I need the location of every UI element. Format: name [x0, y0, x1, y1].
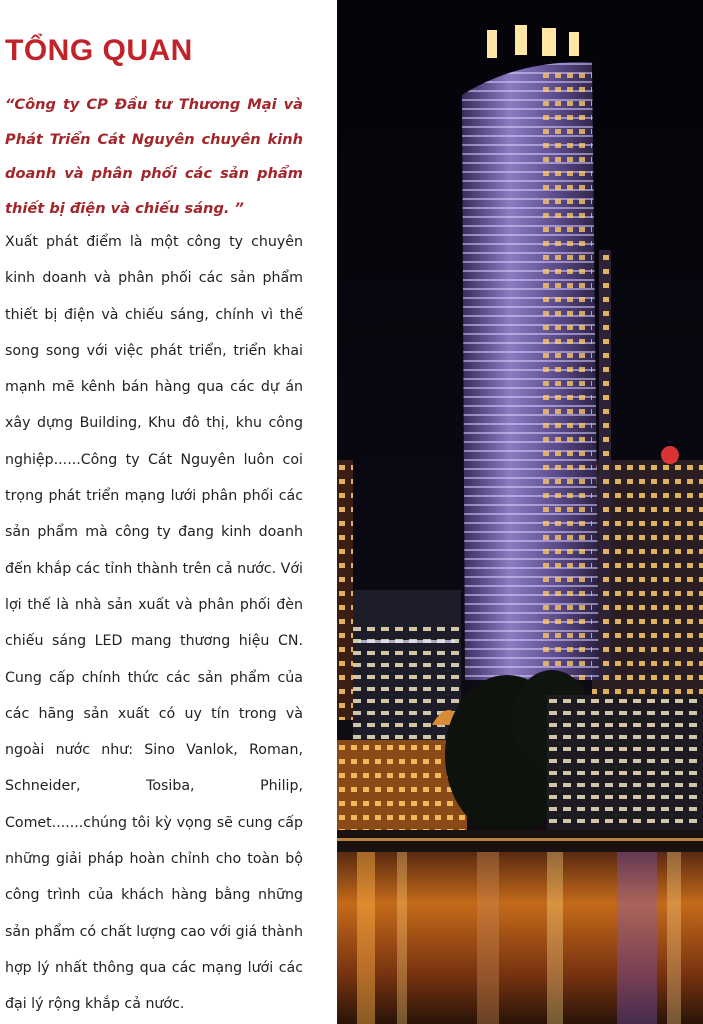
skyline-illustration — [337, 0, 703, 1024]
body-paragraph: Xuất phát điểm là một công ty chuyên kinh doanh và phân phối các sản phẩm thiết bị điện và chiếu sáng, chính vì thế song song với việc phát triển, triển khai mạnh mẽ kênh bán hàng qua các dự án xây dựng Building, Khu đô thị, khu công nghiệp......Công ty Cát Nguyên luôn coi trọng phát triển mạng lưới phân phối các sản phẩm mà công ty đang kinh doanh đến khắp các tỉnh thành trên cả nước. Với lợi thế là nhà sản xuất và phân phối đèn chiếu sáng LED mang thương hiệu CN. Cung cấp chính thức các sản phẩm của các hãng sản xuất có uy tín trong và ngoài nước như: Sino Vanlok, Roman, Schneider, Tosiba, Philip, Comet.......chúng tôi kỳ vọng sẽ cung cấp những giải pháp hoàn chỉnh cho toàn bộ công trình của khách hàng bằng những sản phẩm có chất lượng cao với giá thành hợp lý nhất thông qua các mạng lưới các đại lý rộng khắp cả nước. — [5, 234, 303, 1013]
section-title: TỔNG QUAN — [5, 34, 193, 67]
night-city-skyscraper-photo — [337, 0, 703, 1024]
intro-quote: “Công ty CP Đầu tư Thương Mại và Phát Triển Cát Nguyên chuyên kinh doanh và phân phối các sản phẩm thiết bị điện và chiếu sáng. ” — [5, 96, 303, 217]
text-column — [0, 0, 337, 1024]
